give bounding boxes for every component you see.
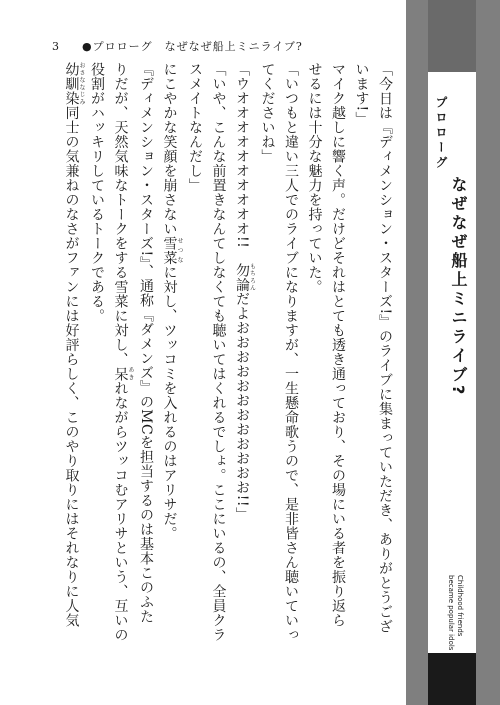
text-segment: にこやかな笑顔を崩さない [161, 62, 178, 236]
running-title: ●プロローグ なぜなぜ船上ミニライブ? [82, 40, 303, 53]
text-line: 「いつもと違い三人でのライブになりますが、一生懸命歌うので、是非皆さん聴いていっ [283, 62, 299, 642]
ruby-reading: せつな [176, 236, 183, 265]
text-segment: 「ウオオオオオオオオオオ!! [234, 62, 250, 249]
ruby-reading: あき [127, 366, 134, 381]
series-line: Childhood friends [456, 575, 464, 637]
ruby-base: 雪菜 [161, 236, 178, 265]
text-line: 「今日は『ディメンション・スターズ!』のライブに集まっていただき、ありがとうござ [377, 62, 393, 634]
text-line: 役割がハッキリしているトークである。 [89, 62, 105, 323]
text-line [108, 62, 134, 674]
text-line: 「いや、こんな前置きなんてしなくても聴いてはくれるでしょ。ここにいるの、全員クラ [210, 62, 227, 642]
ruby-word [234, 262, 256, 292]
ruby-reading: おさななじみ [78, 62, 85, 106]
ruby-base: 呆 [112, 366, 129, 381]
text-line: てくださいね」 [259, 62, 276, 164]
side-band-top-tab [428, 0, 476, 72]
text-line: スメイトなんだし」 [187, 62, 203, 193]
text-line: せるには十分な魅力を持っていた。 [306, 62, 323, 294]
text-segment: りだが、天然気味なトークをする雪菜に対し、 [112, 62, 129, 367]
ruby-word [112, 366, 134, 382]
text-segment: に対し、ツッコミを入れるのはアリサだ。 [161, 265, 178, 541]
ruby-base: 勿論 [234, 262, 250, 292]
text-line: います!」 [353, 62, 370, 127]
text-line [59, 62, 85, 674]
ruby-word [63, 62, 85, 106]
page-number: 3 [52, 40, 60, 53]
series-english-title [446, 575, 464, 650]
text-segment: 同士の気兼ねのなさがファンには好評らしく、このやり取りにはそれなりに人気 [63, 105, 80, 628]
text-line: 『ディメンション・スターズ!』、通称『ダメンズ』のMCを担当するのは基本このふた [138, 62, 154, 624]
ruby-reading: もちろん [248, 262, 256, 292]
text-segment: れながらツッコむアリサという、互いの [112, 381, 129, 642]
text-line [230, 62, 256, 674]
ruby-word [161, 236, 183, 265]
running-header [52, 38, 303, 54]
text-line [157, 62, 183, 674]
text-segment: だよおおおおおおおおおおおお!!」 [234, 291, 250, 522]
text-line: マイク越しに響く声。だけどそれはとても透き通っており、その場にいる者を振り返ら [330, 62, 346, 628]
section-label: プロローグ [434, 96, 448, 171]
series-line: became popular idols [447, 575, 455, 651]
ruby-base: 幼馴染 [63, 62, 80, 106]
side-band-bottom-tab [428, 653, 476, 705]
chapter-title: なぜなぜ船上ミニライブ? [449, 176, 468, 398]
body-text [59, 62, 396, 674]
